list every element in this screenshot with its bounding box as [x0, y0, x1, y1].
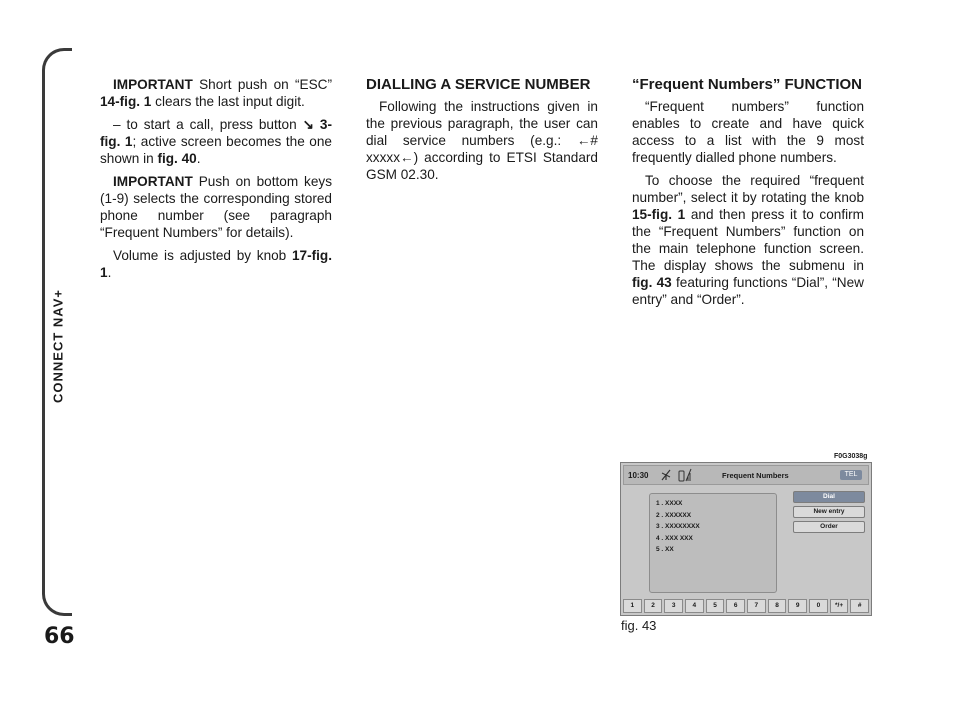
- tel-badge: TEL: [840, 470, 862, 480]
- paragraph: IMPORTANT Short push on “ESC” 14-fig. 1 clears the last input digit.: [100, 77, 332, 109]
- key: 2: [644, 599, 663, 613]
- section-heading: DIALLING A SERVICE NUMBER: [366, 76, 591, 93]
- dial-button: Dial: [793, 491, 865, 503]
- section-heading: “Frequent Numbers” FUNCTION: [632, 76, 863, 93]
- paragraph: Following the instructions given in the previous paragraph, the user can dial service numbers (e.g.: ←# xxxxx←) according to ETSI Standard GSM 02.30.: [366, 99, 598, 182]
- keypad-row: [623, 599, 869, 613]
- key: 5: [706, 599, 725, 613]
- screen-header: [623, 465, 869, 485]
- figure-caption: fig. 43: [621, 618, 657, 633]
- key: 6: [726, 599, 745, 613]
- paragraph: “Frequent numbers” function enables to create and have quick access to a list with the 9 most frequently dialled phone numbers.: [632, 99, 864, 165]
- column-3: [632, 76, 864, 314]
- phone-signal-icon: [678, 468, 692, 482]
- key: 8: [768, 599, 787, 613]
- frequent-numbers-list: [649, 493, 777, 593]
- paragraph: To choose the required “frequent number”, select it by rotating the knob 15-fig. 1 and then press it to confirm the “Frequent Numbers” function on the main telephone function screen. The display shows the submenu in fig. 43 featuring functions “Dial”, “New entry” and “Order”.: [632, 173, 864, 307]
- list-item: 5 . XX: [656, 546, 674, 553]
- paragraph: – to start a call, press button ↘ 3-fig. 1; active screen becomes the one shown in fig. 40.: [100, 117, 332, 166]
- figure-code: F0G3038g: [834, 453, 868, 460]
- antenna-icon: [660, 469, 672, 481]
- key: */+: [830, 599, 849, 613]
- screen-title: Frequent Numbers: [722, 471, 789, 480]
- list-item: 3 . XXXXXXXX: [656, 523, 700, 530]
- section-label: CONNECT NAV+: [50, 289, 66, 403]
- key: 4: [685, 599, 704, 613]
- list-item: 1 . XXXX: [656, 500, 683, 507]
- list-item: 4 . XXX XXX: [656, 534, 693, 542]
- order-button: Order: [793, 521, 865, 533]
- paragraph: Volume is adjusted by knob 17-fig. 1.: [100, 248, 332, 280]
- column-1: [100, 76, 332, 287]
- page-number: 66: [44, 624, 75, 649]
- key: 7: [747, 599, 766, 613]
- new-entry-button: New entry: [793, 506, 865, 518]
- call-icon: ↘: [302, 117, 314, 132]
- submenu: [793, 491, 865, 536]
- screen-time: 10:30: [628, 471, 649, 480]
- list-item: 2 . XXXXXX: [656, 511, 692, 519]
- key: 1: [623, 599, 642, 613]
- paragraph: IMPORTANT Push on bottom keys (1-9) selects the corresponding stored phone number (see paragraph “Frequent Numbers” for details).: [100, 174, 332, 240]
- key: 0: [809, 599, 828, 613]
- column-2: [366, 76, 598, 189]
- key: #: [850, 599, 869, 613]
- nav-screen-figure: [620, 462, 872, 616]
- key: 3: [664, 599, 683, 613]
- key: 9: [788, 599, 807, 613]
